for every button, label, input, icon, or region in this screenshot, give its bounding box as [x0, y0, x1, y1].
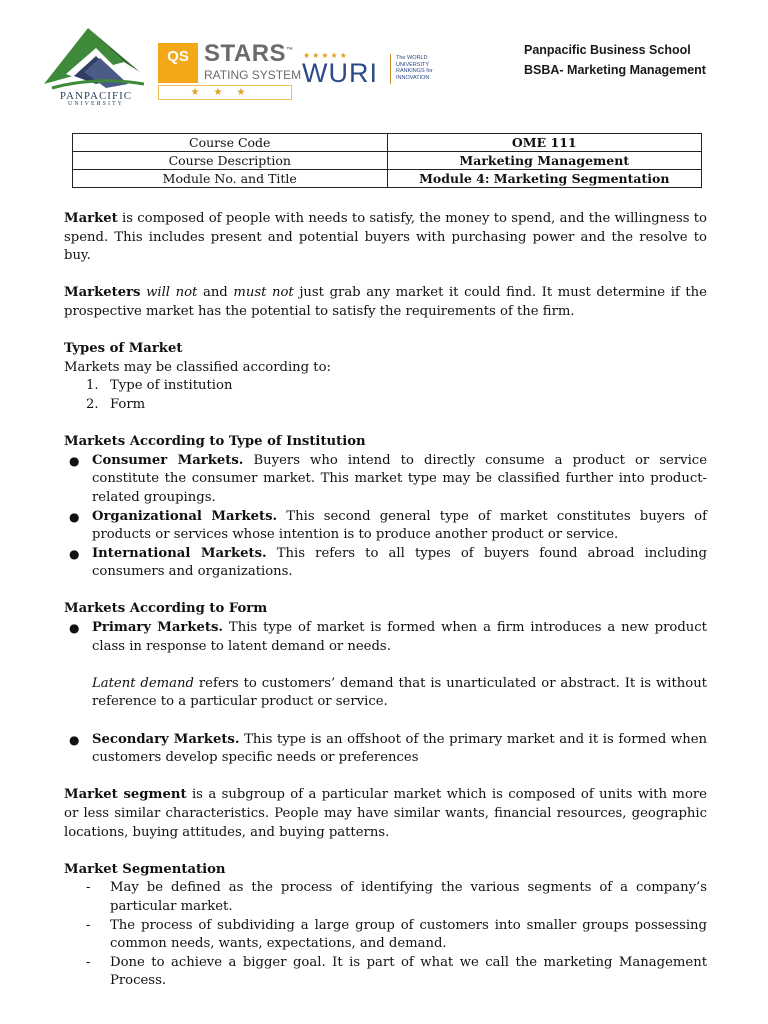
table-label-cell: Course Code: [73, 134, 388, 152]
list-item: 1. Type of institution: [86, 378, 233, 394]
types-list: [64, 377, 707, 414]
wuri-tagline: The WORLD UNIVERSITY RANKINGS for INNOVATION: [396, 55, 433, 81]
bullet-icon: ●: [69, 621, 80, 636]
table-value-cell: Marketing Management: [387, 152, 702, 170]
list-item: - Done to achieve a bigger goal. It is part of what we call the marketing Management Process.: [86, 954, 707, 989]
bullet-icon: ●: [69, 546, 80, 561]
bullet-icon: ●: [69, 732, 80, 747]
table-row: [73, 170, 702, 188]
table-label-cell: Module No. and Title: [73, 170, 388, 188]
bullet-icon: ●: [69, 453, 80, 468]
document-body: [64, 210, 707, 991]
list-item: ● Organizational Markets. This second general type of market constitutes buyers of products or services whose intention is to produce another product or service.: [69, 508, 707, 543]
list-item: - May be defined as the process of identifying the various segments of a company’s particular market.: [86, 880, 707, 914]
segmentation-heading: Market Segmentation: [64, 861, 226, 877]
stars-title: STARS™: [204, 40, 294, 67]
list-item: - The process of subdividing a large group of customers into smaller groups possessing common needs, wants, expectations, and demand.: [86, 917, 707, 952]
segment-paragraph: Market segment is a subgroup of a particular market which is composed of units with more or less similar characteristics. People may have similar wants, financial resources, geographic locations, buying attitudes, and buying patterns.: [64, 787, 707, 840]
page-header: [0, 0, 768, 120]
table-value-cell: OME 111: [387, 134, 702, 152]
list-item: 2. Form: [86, 396, 146, 412]
list-item: ● Consumer Markets. Buyers who intend to directly consume a product or service constitute the consumer market. This market type may be classified further into product-related groupings.: [69, 452, 707, 505]
program-name: BSBA- Marketing Management: [524, 63, 706, 77]
stars-subtitle: RATING SYSTEM: [204, 68, 302, 82]
latent-demand-paragraph: Latent demand refers to customers’ demand that is unarticulated or abstract. It is without reference to a particular product or service.: [92, 675, 707, 710]
institution-list: [64, 452, 707, 582]
form-list-secondary: [64, 731, 707, 768]
list-item: ● Primary Markets. This type of market is formed when a firm introduces a new product class in response to latent demand or needs.: [69, 620, 707, 654]
types-intro: Markets may be classified according to:: [64, 359, 331, 375]
qs-logo-text: QS: [167, 48, 189, 65]
wuri-stars-icon: ★★★★★: [303, 51, 349, 60]
school-heading: [524, 40, 706, 80]
table-row: [73, 134, 702, 152]
form-list: [64, 619, 707, 656]
list-item: ● International Markets. This refers to all types of buyers found abroad including consumers and organizations.: [69, 545, 707, 580]
university-name: PANPACIFIC: [59, 90, 133, 102]
segmentation-list: [64, 879, 707, 991]
types-heading: Types of Market: [64, 341, 183, 357]
table-label-cell: Course Description: [73, 152, 388, 170]
course-info-table: [72, 133, 702, 188]
stars-rating-icon: ★★★: [190, 87, 260, 98]
wuri-divider: [390, 54, 391, 84]
institution-heading: Markets According to Type of Institution: [64, 434, 366, 450]
wuri-logo: WURI: [302, 58, 378, 88]
list-item: ● Secondary Markets. This type is an offshoot of the primary market and it is formed when customers develop specific needs or preferences: [69, 731, 707, 766]
form-heading: Markets According to Form: [64, 601, 268, 617]
bullet-icon: ●: [69, 509, 80, 524]
marketers-paragraph: Marketers will not and must not just grab any market it could find. It must determine if the prospective market has the potential to satisfy the requirements of the firm.: [64, 285, 707, 319]
school-name: Panpacific Business School: [524, 43, 691, 57]
table-value-cell: Module 4: Marketing Segmentation: [387, 170, 702, 188]
market-definition-paragraph: Market is composed of people with needs to satisfy, the money to spend, and the willingness to spend. This includes present and potential buyers with purchasing power and the resolve to buy.: [64, 211, 707, 264]
table-row: [73, 152, 702, 170]
university-subtitle: UNIVERSITY: [68, 101, 124, 107]
